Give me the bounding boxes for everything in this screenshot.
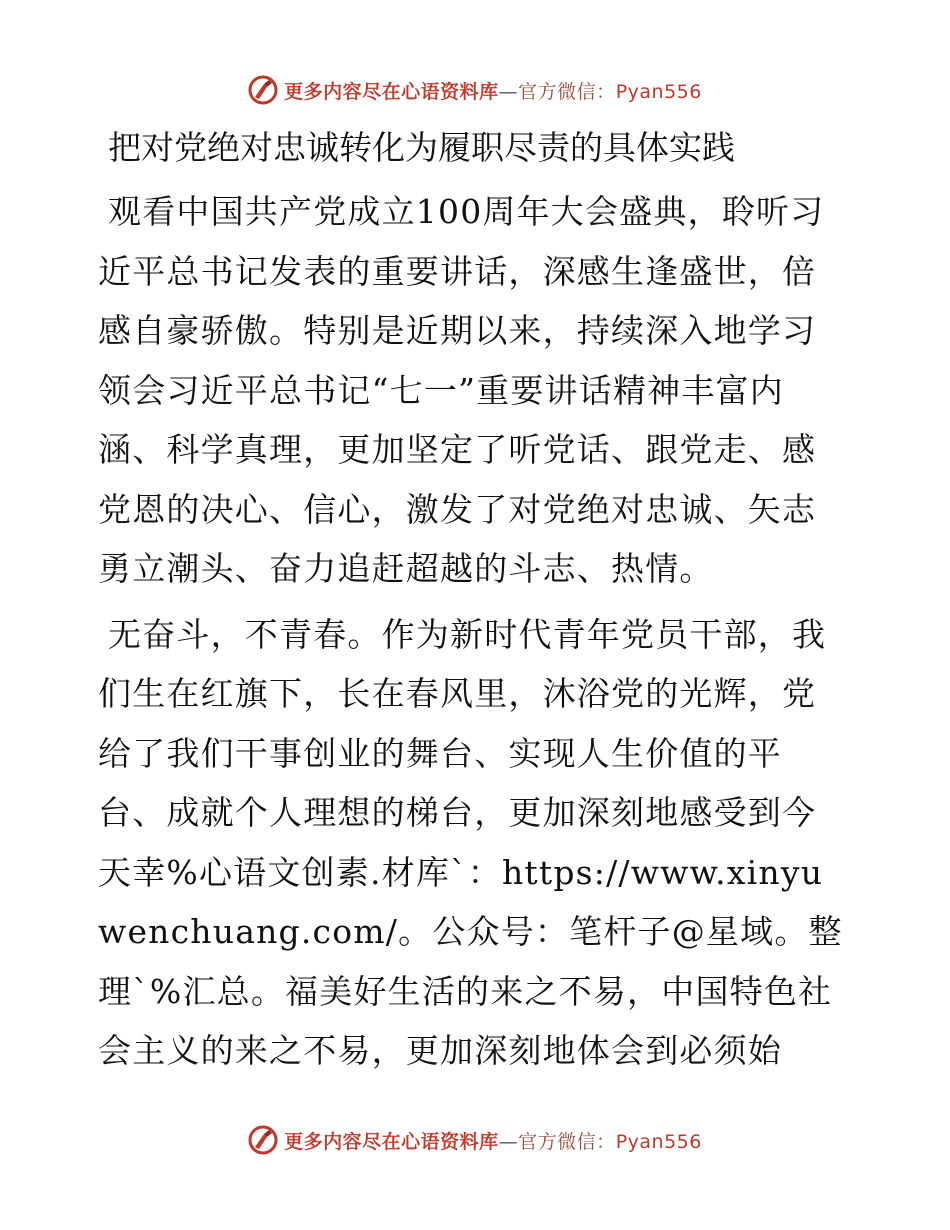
footer-site-name: 更多内容尽在心语资料库: [284, 1130, 499, 1153]
header-dash: —: [498, 80, 519, 103]
header-wechat-label: 官方微信：: [518, 80, 616, 103]
paragraph-1: 观看中国共产党成立100周年大会盛典，聆听习近平总书记发表的重要讲话，深感生逢盛世，倍感自豪骄傲。特别是近期以来，持续深入地学习领会习近平总书记“七一”重要讲话精神丰富内涵、科学真理，更加坚定了听党话、跟党走、感党恩的决心、信心，激发了对党绝对忠诚、矢志勇立潮头、奋力追赶超越的斗志、热情。: [98, 192, 825, 588]
brand-logo-icon: [248, 1125, 278, 1155]
footer-text: [284, 1127, 702, 1154]
header-text: [284, 77, 702, 104]
footer-wechat-label: 官方微信：: [518, 1130, 616, 1153]
brand-logo-icon: [248, 75, 278, 105]
footer-banner: [0, 1120, 950, 1160]
document-body: [98, 122, 850, 1087]
paragraph-2: 无奋斗，不青春。作为新时代青年党员干部，我们生在红旗下，长在春风里，沐浴党的光辉，党给了我们干事创业的舞台、实现人生价值的平台、成就个人理想的梯台，更加深刻地感受到今天幸%心语文创素.材库`：https://www.xinyuwenchuang.com/。公众号：笔杆子@星域。整理`%汇总。福美好生活的来之不易，中国特色社会主义的来之不易，更加深刻地体会到必须始: [98, 614, 843, 1070]
document-title: 把对党绝对忠诚转化为履职尽责的具体实践: [108, 128, 735, 167]
header-site-name: 更多内容尽在心语资料库: [284, 80, 499, 103]
footer-dash: —: [498, 1130, 519, 1153]
footer-wechat-account: Pyan556: [615, 1130, 702, 1153]
header-wechat-account: Pyan556: [615, 80, 702, 103]
header-banner: [0, 70, 950, 110]
